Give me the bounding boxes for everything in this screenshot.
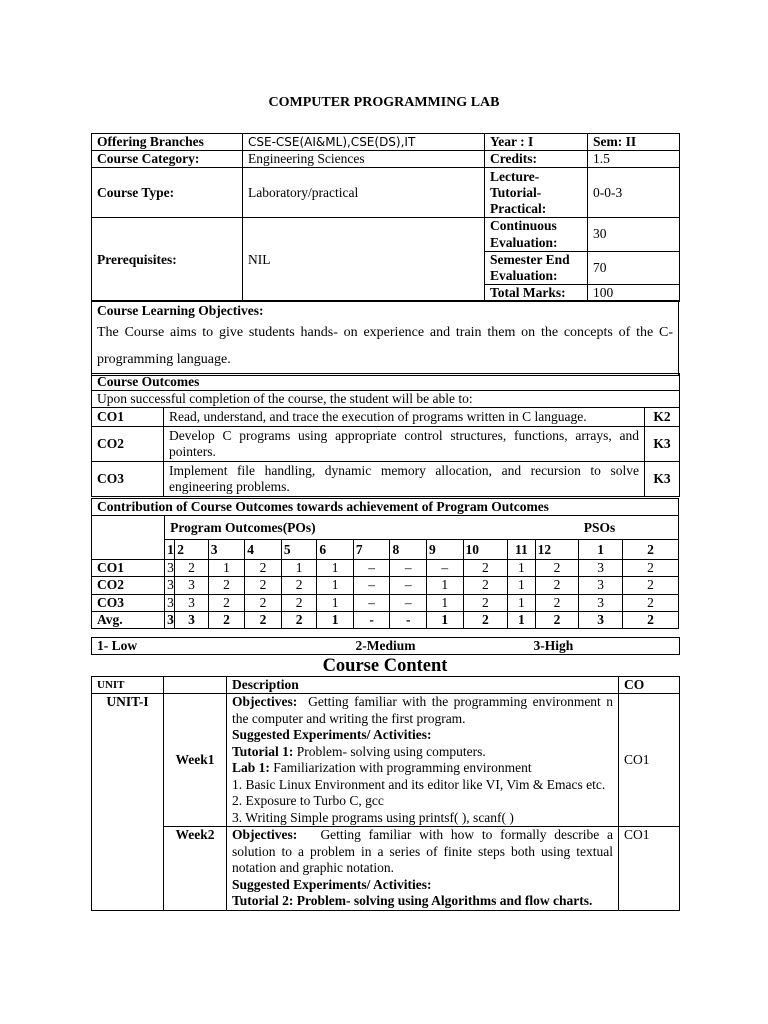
offering-value: CSE-CSE(AI&ML),CSE(DS),IT [243, 134, 485, 151]
total-label: Total Marks: [485, 285, 588, 302]
col-header: 12 [535, 540, 579, 560]
ce-value: 30 [588, 218, 680, 251]
lab-item: 2. Exposure to Turbo C, gcc [232, 793, 384, 809]
mapping-cell: 2 [245, 577, 282, 594]
year-label: Year : I [485, 134, 588, 151]
col-header: 3 [208, 540, 245, 560]
week-objectives: Getting familiar with how to formally describe a solution to a problem in a series of finite steps both using textual notation and graphic notation. [232, 827, 613, 876]
mapping-cell: 2 [208, 577, 245, 594]
type-value: Laboratory/practical [243, 168, 485, 218]
col-header: 8 [390, 540, 427, 560]
mapping-cell: 3 [579, 594, 623, 611]
mapping-cell: 1 [508, 611, 535, 628]
mapping-cell: 1 [508, 594, 535, 611]
week-co: CO1 [619, 827, 680, 911]
objectives-table [91, 300, 679, 376]
mapping-cell: 3 [175, 594, 209, 611]
course-outcomes-table [91, 373, 680, 497]
lab-label: Lab 1: [232, 760, 270, 776]
mapping-cell: 1 [317, 611, 354, 628]
mapping-cell: 1 [281, 560, 317, 577]
col-header: 10 [463, 540, 508, 560]
mapping-cell: 2 [208, 611, 245, 628]
week-description [227, 827, 619, 911]
mapping-cell: 2 [463, 611, 508, 628]
col-header: 9 [427, 540, 464, 560]
mapping-cell: 2 [622, 594, 678, 611]
tutorial-text: Tutorial 2: Problem- solving using Algorithms and flow charts. [232, 893, 593, 909]
ce-label: Continuous Evaluation: [485, 218, 588, 251]
mapping-cell: 3 [165, 611, 175, 628]
lab-text: Familiarization with programming environment [273, 760, 532, 776]
po-title: Program Outcomes(POs) [165, 516, 579, 540]
mapping-cell: 2 [622, 611, 678, 628]
activities-label: Suggested Experiments/ Activities: [232, 876, 432, 892]
mapping-cell: - [390, 611, 427, 628]
mapping-cell: – [353, 577, 390, 594]
mapping-cell: 2 [463, 594, 508, 611]
legend-medium: 2-Medium [288, 638, 484, 655]
week-co: CO1 [619, 694, 680, 827]
lab-item: 1. Basic Linux Environment and its editor like VI, Vim & Emacs etc. [232, 776, 606, 792]
objectives-label: Objectives: [232, 694, 298, 710]
prereq-value: NIL [243, 218, 485, 302]
unit-label: UNIT-I [92, 694, 164, 911]
se-value: 70 [588, 251, 680, 284]
mapping-cell: 1 [317, 560, 354, 577]
mapping-row-label: CO2 [92, 577, 165, 594]
mapping-cell: 2 [463, 560, 508, 577]
mapping-cell: 2 [535, 577, 579, 594]
mapping-cell: 2 [281, 594, 317, 611]
outcome-level: K2 [645, 408, 680, 427]
mapping-cell: 3 [579, 577, 623, 594]
mapping-cell: – [390, 577, 427, 594]
outcome-code: CO2 [92, 427, 164, 462]
outcome-level: K3 [645, 462, 680, 497]
course-content-table [91, 676, 680, 911]
course-info-table [91, 133, 680, 302]
mapping-cell: 2 [245, 611, 282, 628]
outcomes-intro: Upon successful completion of the course, the student will be able to: [92, 391, 680, 408]
mapping-cell: 2 [622, 560, 678, 577]
pso-title: PSOs [579, 516, 679, 540]
outcome-text: Read, understand, and trace the execution of programs written in C language. [164, 408, 645, 427]
week-description [227, 694, 619, 827]
mapping-cell: 3 [165, 560, 175, 577]
mapping-cell: 2 [463, 577, 508, 594]
mapping-cell: - [353, 611, 390, 628]
mapping-cell: 2 [245, 594, 282, 611]
mapping-row [92, 594, 679, 611]
objectives-label: Objectives: [232, 827, 298, 843]
prereq-label: Prerequisites: [92, 218, 243, 302]
mapping-cell: 1 [427, 611, 464, 628]
mapping-cell: 1 [427, 594, 464, 611]
po-mapping-table [91, 498, 679, 629]
outcome-code: CO3 [92, 462, 164, 497]
activities-label: Suggested Experiments/ Activities: [232, 727, 432, 743]
mapping-cell: – [390, 560, 427, 577]
col-header: 2 [622, 540, 678, 560]
legend-high: 3-High [484, 638, 680, 655]
description-header: Description [227, 677, 619, 694]
outcome-text: Implement file handling, dynamic memory allocation, and recursion to solve engineering problems. [164, 462, 645, 497]
mapping-cell: 3 [579, 611, 623, 628]
outcome-level: K3 [645, 427, 680, 462]
mapping-cell: 2 [535, 560, 579, 577]
col-header: 5 [281, 540, 317, 560]
legend-low: 1- Low [92, 638, 288, 655]
outcome-row [92, 427, 680, 462]
mapping-legend [91, 637, 680, 655]
category-value: Engineering Sciences [243, 151, 485, 168]
col-header: 6 [317, 540, 354, 560]
col-header: 4 [245, 540, 282, 560]
course-content-title: Course Content [322, 656, 448, 676]
mapping-cell: 2 [535, 594, 579, 611]
week-label: Week2 [164, 827, 227, 911]
mapping-cell: 3 [165, 594, 175, 611]
mapping-cell: 1 [427, 577, 464, 594]
mapping-row [92, 611, 679, 628]
lab-item: 3. Writing Simple programs using printsf( ), scanf( ) [232, 809, 514, 825]
col-header: 1 [165, 540, 175, 560]
unit-header: UNIT [92, 677, 164, 694]
mapping-cell: 3 [175, 577, 209, 594]
outcome-code: CO1 [92, 408, 164, 427]
mapping-cell: 1 [508, 577, 535, 594]
mapping-row-label: Avg. [92, 611, 165, 628]
week-label: Week1 [164, 694, 227, 827]
mapping-cell: 2 [281, 577, 317, 594]
sem-label: Sem: II [588, 134, 680, 151]
credits-label: Credits: [485, 151, 588, 168]
type-label: Course Type: [92, 168, 243, 218]
mapping-cell: 2 [622, 577, 678, 594]
mapping-cell: 2 [245, 560, 282, 577]
mapping-cell: 2 [281, 611, 317, 628]
credits-value: 1.5 [588, 151, 680, 168]
mapping-cell: 3 [579, 560, 623, 577]
outcome-text: Develop C programs using appropriate control structures, functions, arrays, and pointers. [164, 427, 645, 462]
week-row [92, 694, 680, 827]
mapping-row [92, 560, 679, 577]
mapping-row [92, 577, 679, 594]
mapping-cell: 2 [535, 611, 579, 628]
week-objectives: Getting familiar with the programming environment n the computer and writing the first program. [232, 694, 614, 726]
outcomes-heading: Course Outcomes [92, 374, 680, 391]
col-header: 11 [508, 540, 535, 560]
mapping-cell: 2 [208, 594, 245, 611]
mapping-cell: 1 [317, 594, 354, 611]
mapping-cell: 3 [175, 611, 209, 628]
outcome-row [92, 462, 680, 497]
col-header: 1 [579, 540, 623, 560]
document-title: COMPUTER PROGRAMMING LAB [268, 95, 500, 110]
mapping-cell: 1 [208, 560, 245, 577]
ltp-value: 0-0-3 [588, 168, 680, 218]
total-value: 100 [588, 285, 680, 302]
mapping-cell: 1 [508, 560, 535, 577]
mapping-row-label: CO1 [92, 560, 165, 577]
mapping-cell: – [390, 594, 427, 611]
mapping-cell: 1 [317, 577, 354, 594]
objectives-text: The Course aims to give students hands- on experience and train them on the concepts of the C- programming language. [97, 325, 673, 368]
mapping-cell: – [353, 560, 390, 577]
col-header: 7 [353, 540, 390, 560]
offering-label: Offering Branches [92, 134, 243, 151]
tutorial-label: Tutorial 1: [232, 743, 294, 759]
mapping-row-label: CO3 [92, 594, 165, 611]
objectives-heading: Course Learning Objectives: [97, 303, 264, 318]
mapping-heading: Contribution of Course Outcomes towards achievement of Program Outcomes [92, 499, 679, 516]
co-header: CO [619, 677, 680, 694]
tutorial-text: Problem- solving using computers. [296, 743, 486, 759]
col-header: 2 [175, 540, 209, 560]
mapping-cell: – [353, 594, 390, 611]
week-row [92, 827, 680, 911]
mapping-cell: – [427, 560, 464, 577]
se-label: Semester End Evaluation: [485, 251, 588, 284]
outcome-row [92, 408, 680, 427]
mapping-cell: 2 [175, 560, 209, 577]
category-label: Course Category: [92, 151, 243, 168]
mapping-cell: 3 [165, 577, 175, 594]
ltp-label: Lecture- Tutorial- Practical: [485, 168, 588, 218]
